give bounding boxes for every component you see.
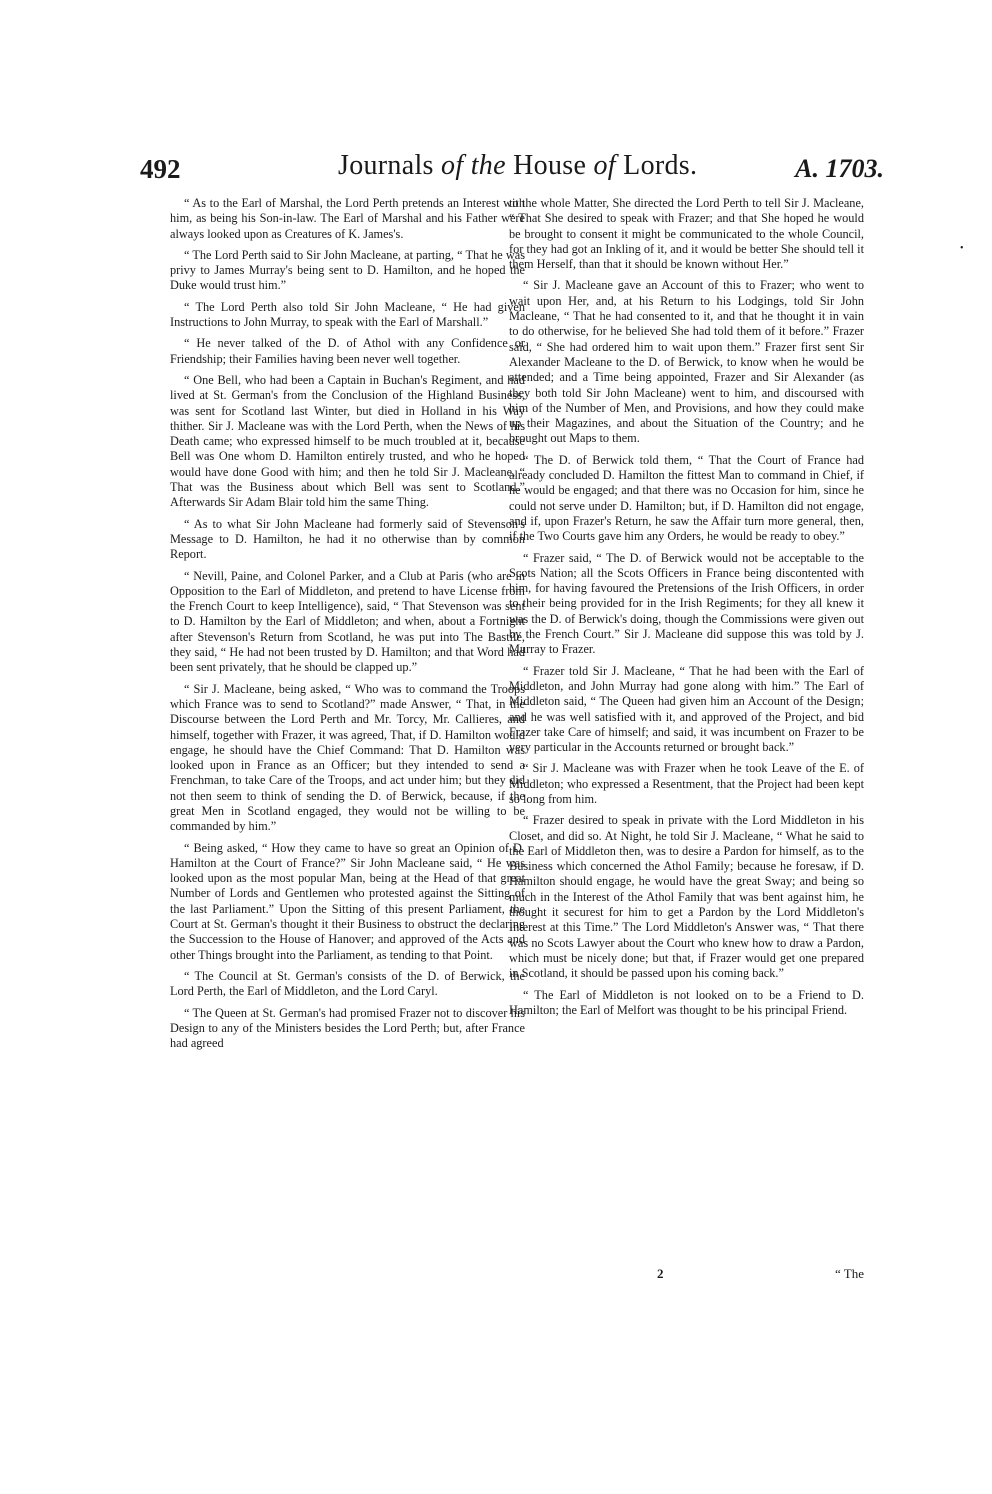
paragraph: “ The D. of Berwick told them, “ That the Court of France had already concluded D. Hamilton the fittest Man to command in Chief, if he would be engaged; and that there was no Occasion for him, since he could not serve under D. Hamilton; but, if D. Hamilton did not engage, and if, upon Frazer's Return, he saw the Affair turn more general, then, if the Two Courts gave him any Orders, he would be ready to obey.” — [509, 452, 864, 544]
paragraph: “ Frazer desired to speak in private with the Lord Middleton in his Closet, and did so. At Night, he told Sir J. Macleane, “ What he said to the Earl of Middleton then, was to desire a Pardon for himself, as to the Business which concerned the Athol Family; because he foresaw, if D. Hamilton should engage, he would have the great Sway; and being so much in the Interest of the Athol Family that was bent against him, he thought it securest for him to get a Pardon by the Lord Middleton's Interest at this Time.” The Lord Middleton's Answer was, “ That there was no Scots Lawyer about the Court who knew how to draw a Pardon, which must be nicely done; but that, if Frazer would get one prepared in Scotland, it should be passed upon his coming back.” — [509, 813, 864, 981]
margin-bullet-icon: • — [960, 243, 964, 254]
paragraph: “ Frazer told Sir J. Macleane, “ That he had been with the Earl of Middleton, and John Murray had gone along with him.” The Earl of Middleton said, “ The Queen had given him an Account of the Design; and he was well satisfied with it, and approved of the Project, and bid Frazer take Care of himself; and said, it was incumbent on Frazer to be very particular in the Accounts returned or brought back.” — [509, 663, 864, 755]
paragraph: “ The Council at St. German's consists of the D. of Berwick, the Lord Perth, the Earl of Middleton, and the Lord Caryl. — [170, 968, 525, 999]
paragraph: “ Sir J. Macleane gave an Account of this to Frazer; who went to wait upon Her, and, at his Return to his Lodgings, told Sir John Macleane, “ That he had consented to it, and that he thought it in vain to do otherwise, for he believed She had told them of it before.” Frazer said, “ She had ordered him to wait upon them.” Frazer first sent Sir Alexander Macleane to the D. of Berwick, to know when he would be attended; and a Time being appointed, Frazer and Sir Alexander (as they both told Sir John Macleane) went to him, and discoursed with him of the Number of Men, and Provisions, and how they could make up their Magazines, and about the Situation of the Country; and he brought out Maps to them. — [509, 278, 864, 446]
signature-mark: 2 — [657, 1266, 664, 1281]
year-heading: A. 1703. — [795, 154, 884, 183]
paragraph: “ Being asked, “ How they came to have so great an Opinion of D. Hamilton at the Court of France?” Sir John Macleane said, “ He was looked upon as the most popular Man, being at the Head of that great Number of Lords and Gentlemen who protested against the Sitting of the last Parliament.” Upon the Sitting of this present Parliament, the Court at St. German's thought it their Business to obstruct the declaring the Succession to the House of Hanover; and approved of the Acts and other Things brought into the Parliament, as tending to that Point. — [170, 840, 525, 962]
paragraph: “ As to what Sir John Macleane had formerly said of Stevenson's Message to D. Hamilton, he had it no otherwise than by common Report. — [170, 516, 525, 562]
page-footer — [509, 1266, 864, 1286]
paragraph: “ The Queen at St. German's had promised Frazer not to discover his Design to any of the Ministers besides the Lord Perth; but, after France had agreed — [170, 1005, 525, 1051]
paragraph: to the whole Matter, She directed the Lord Perth to tell Sir J. Macleane, “ That She desired to speak with Frazer; and that She hoped he would be brought to consent it might be communicated to the whole Council, for they had got an Inkling of it, and it would be better She should tell it them Herself, than that it should be known without Her.” — [509, 196, 864, 272]
paragraph: “ The Lord Perth also told Sir John Macleane, “ He had given Instructions to John Murray, to speak with the Earl of Marshall.” — [170, 299, 525, 330]
paragraph: “ Sir J. Macleane was with Frazer when he took Leave of the E. of Middleton; who expressed a Resentment, that the Project had been kept so long from him. — [509, 761, 864, 806]
paragraph: “ As to the Earl of Marshal, the Lord Perth pretends an Interest with him, as being his Son-in-law. The Earl of Marshal and his Father were always looked upon as Creatures of K. James's. — [170, 196, 525, 241]
paragraph: “ The Lord Perth said to Sir John Macleane, at parting, “ That he was privy to James Murray's being sent to D. Hamilton, and he hoped the Duke would trust him.” — [170, 247, 525, 293]
paragraph: “ Sir J. Macleane, being asked, “ Who was to command the Troops which France was to send to Scotland?” made Answer, “ That, in the Discourse between the Lord Perth and Mr. Torcy, Mr. Callieres, and himself, together with Frazer, it was agreed, That, if D. Hamilton would engage, he should have the Chief Command: That D. Hamilton was looked upon in France as an Officer; but they intended to send a Frenchman, to take Care of the Troops, and act under him; but they did not then seem to think of sending the D. of Berwick, because, if the great Men in Scotland engaged, they would not be willing to be commanded by him.” — [170, 681, 525, 834]
paragraph: “ He never talked of the D. of Athol with any Confidence or Friendship; their Families having been never well together. — [170, 336, 525, 366]
paragraph: “ The Earl of Middleton is not looked on to be a Friend to D. Hamilton; the Earl of Melfort was thought to be his principal Friend. — [509, 987, 864, 1017]
right-column — [509, 196, 864, 1024]
running-title: Journals of the House of Lords. — [338, 150, 698, 181]
page-header — [138, 148, 884, 188]
page-number: 492 — [140, 154, 181, 184]
paragraph: “ One Bell, who had been a Captain in Buchan's Regiment, and had lived at St. German's from the Conclusion of the Highland Business, was sent for Scotland last Winter, but died in Holland in his Way thither. Sir J. Macleane was with the Lord Perth, when the News of his Death came; who expressed himself to be much troubled at it, because Bell was One whom D. Hamilton entirely trusted, and who he hoped would have done Good with him; and then he told Sir J. Macleane, “ That was the Business about which Bell was sent to Scotland.” Afterwards Sir Adam Blair told him the same Thing. — [170, 372, 525, 510]
paragraph: “ Nevill, Paine, and Colonel Parker, and a Club at Paris (who are in Opposition to the Earl of Middleton, and pretend to have License from the French Court to keep Intelligence), said, “ That Stevenson was sent to D. Hamilton by the Earl of Middleton; and when, about a Fortnight after Stevenson's Return from Scotland, he was put into The Bastile, they said, “ He had not been trusted by D. Hamilton; and that Word had been sent privately, that he should be clapped up.” — [170, 568, 525, 675]
catchword: “ The — [835, 1266, 864, 1281]
paragraph: “ Frazer said, “ The D. of Berwick would not be acceptable to the Scots Nation; all the Scots Officers in France being discontented with him, for having favoured the Pretensions of the Irish Officers, in order to their being provided for in the Irish Regiments; for they all knew it was the D. of Berwick's doing, though the Commissions were given out by the French Court.” Sir J. Macleane did suppose this was told by J. Murray to Frazer. — [509, 550, 864, 657]
left-column — [170, 196, 525, 1057]
